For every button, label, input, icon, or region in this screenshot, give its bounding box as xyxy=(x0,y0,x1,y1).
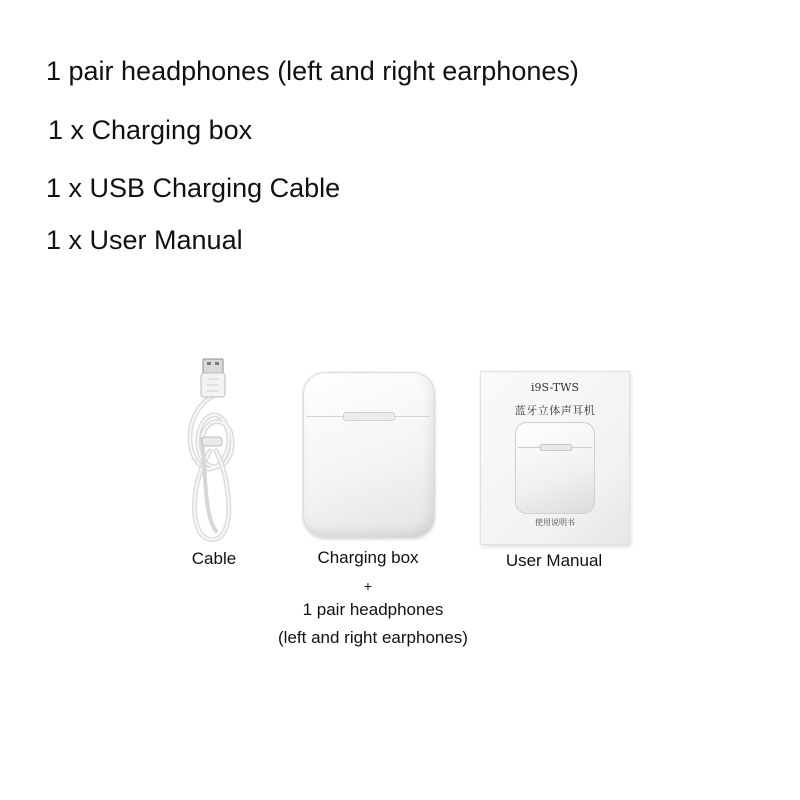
manual-case-illustration xyxy=(515,422,595,514)
charging-box-image xyxy=(303,372,433,536)
manual-case-hinge xyxy=(540,444,572,451)
manual-subtitle-cn: 使用说明书 xyxy=(535,518,575,527)
contents-item-headphones: 1 pair headphones (left and right earphones) xyxy=(46,56,579,86)
earphones-caption: (left and right earphones) xyxy=(278,628,468,647)
usb-cable-image xyxy=(176,355,252,547)
manual-model-label: i9S-TWS xyxy=(531,381,579,394)
usb-cable-drawing xyxy=(176,355,252,547)
manual-title-cn: 蓝牙立体声耳机 xyxy=(514,404,596,417)
cable-caption: Cable xyxy=(191,549,237,568)
headphones-caption: 1 pair headphones xyxy=(302,600,444,619)
charging-box-hinge xyxy=(343,412,395,421)
contents-item-charging-box: 1 x Charging box xyxy=(48,115,253,145)
charging-box-body xyxy=(303,372,435,538)
user-manual-caption: User Manual xyxy=(505,551,603,570)
contents-item-user-manual: 1 x User Manual xyxy=(46,225,243,255)
user-manual-image xyxy=(480,371,630,545)
charging-box-caption: Charging box xyxy=(317,548,419,567)
contents-item-usb-cable: 1 x USB Charging Cable xyxy=(46,173,341,203)
plus-sign: + xyxy=(363,578,373,594)
